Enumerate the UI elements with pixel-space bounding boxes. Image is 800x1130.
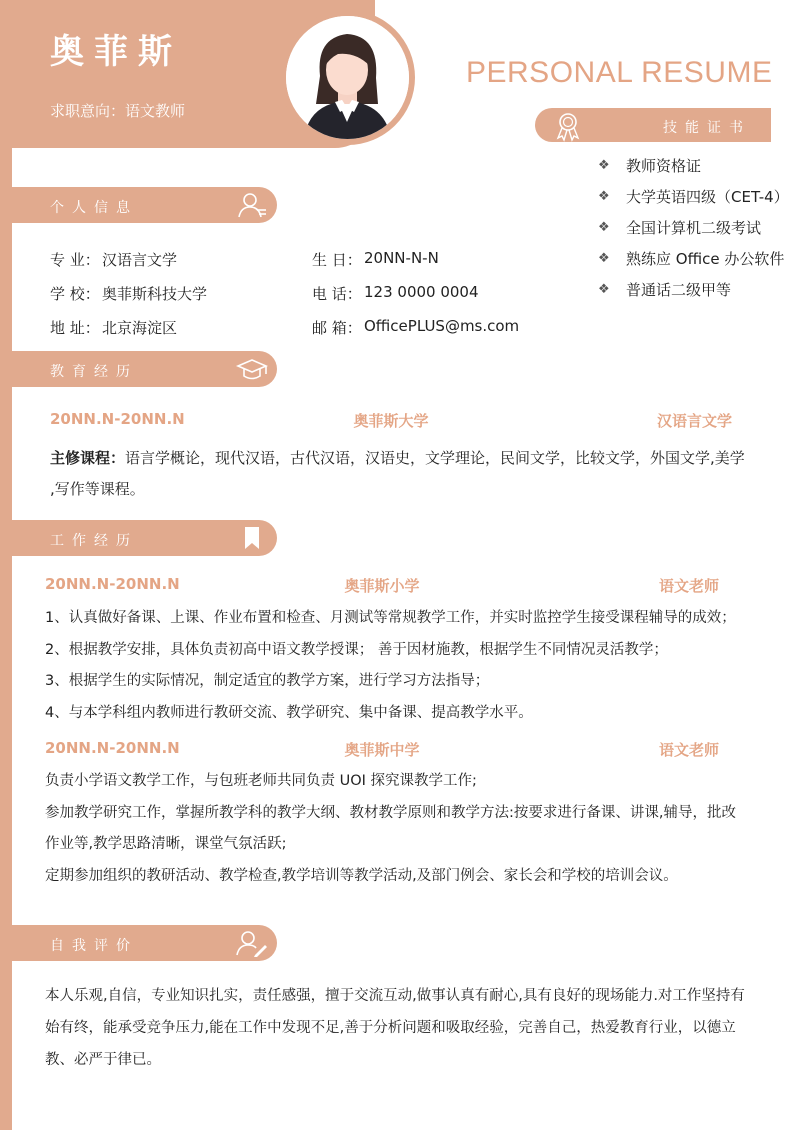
- work-period: 20NN.N-20NN.N: [45, 575, 180, 593]
- award-icon: [551, 110, 585, 146]
- education-school: 奥菲斯大学: [353, 412, 429, 430]
- courses-text: 语言学概论，现代汉语，古代汉语，汉语史，文学理论，民间文学，比较文学，外国文学,美学 ,写作等课程。: [50, 449, 745, 498]
- section-header-work: [12, 520, 277, 556]
- skills-title: 技能证书: [663, 120, 751, 136]
- work-org: 奥菲斯中学: [344, 741, 420, 759]
- courses-label: 主修课程：: [50, 449, 126, 467]
- section-title: 工作经历: [50, 533, 138, 549]
- work-duties: [45, 603, 745, 729]
- list-item: ❖ 全国计算机二级考试: [598, 219, 762, 237]
- section-title: 个人信息: [50, 200, 138, 216]
- list-item: 4、与本学科组内教师进行教研交流、教学研究、集中备课、提高教学水平。: [45, 704, 533, 721]
- graduation-cap-icon: [235, 355, 269, 387]
- section-title: 自我评价: [50, 938, 138, 954]
- education-entry-header: [50, 410, 732, 431]
- left-accent-strip: [0, 148, 12, 1130]
- work-role: 语文老师: [658, 577, 719, 595]
- list-item: ❖ 熟练应 Office 办公软件: [598, 250, 785, 268]
- resume-title: PERSONAL RESUME: [466, 56, 773, 89]
- work-period: 20NN.N-20NN.N: [45, 739, 180, 757]
- work-entry-header: [45, 575, 719, 596]
- info-row: 专 业： 汉语言文学 生 日： 20NN-N-N: [50, 248, 439, 269]
- personal-info: [50, 242, 750, 344]
- work-entry-header: [45, 739, 719, 760]
- candidate-name: 奥菲斯: [50, 32, 182, 72]
- avatar: [286, 16, 409, 139]
- work-duties: [45, 766, 745, 892]
- list-item: 定期参加组织的教研活动、教学检查,教学培训等教学活动,及部门例会、家长会和学校的培训会议。: [45, 867, 678, 884]
- section-header-self-eval: [12, 925, 277, 961]
- education-courses: [50, 443, 750, 505]
- education-major: 汉语言文学: [656, 412, 732, 430]
- section-title: 教育经历: [50, 364, 138, 380]
- avatar-photo: [286, 16, 409, 139]
- section-header-personal-info: [12, 187, 277, 223]
- self-eval-text: 本人乐观,自信，专业知识扎实，责任感强，擅于交流互动,做事认真有耐心,具有良好的现场能力.对工作坚持有始有终，能承受竞争压力,能在工作中发现不足,善于分析问题和吸取经验，完善自己，热爱教育行业，以德立教、必严于律已。: [45, 988, 745, 1068]
- info-row: 地 址： 北京海淀区 邮 箱： OfficePLUS@ms.com: [50, 316, 520, 337]
- list-item: 负责小学语文教学工作，与包班老师共同负责 UOI 探究课教学工作;: [45, 773, 477, 789]
- list-item: 3、根据学生的实际情况，制定适宜的教学方案，进行学习方法指导；: [45, 673, 490, 689]
- work-org: 奥菲斯小学: [344, 577, 420, 595]
- list-item: ❖ 教师资格证: [598, 157, 702, 175]
- section-header-education: [12, 351, 277, 387]
- list-item: 参加教学研究工作，掌握所教学科的教学大纲、教材教学原则和教学方法:按要求进行备课、讲课,辅导，批改作业等,教学思路清晰，课堂气氛活跃;: [45, 804, 736, 852]
- list-item: 1、认真做好备课、上课、作业布置和检查、月测试等常规教学工作，并实时监控学生接受课程辅导的成效；: [45, 610, 736, 626]
- bookmark-icon: [235, 524, 269, 556]
- education-period: 20NN.N-20NN.N: [50, 410, 185, 428]
- person-edit-icon: [235, 929, 269, 961]
- info-row: 学 校： 奥菲斯科技大学 电 话： 123 0000 0004: [50, 282, 479, 303]
- job-intent: 求职意向：语文教师: [50, 102, 186, 120]
- skills-header: [535, 108, 771, 142]
- work-role: 语文老师: [658, 741, 719, 759]
- user-icon: [235, 191, 269, 223]
- list-item: ❖ 大学英语四级（CET-4）: [598, 188, 789, 206]
- list-item: ❖ 普通话二级甲等: [598, 281, 732, 299]
- list-item: 2、根据教学安排，具体负责初高中语文教学授课； 善于因材施教，根据学生不同情况灵活教学；: [45, 641, 668, 658]
